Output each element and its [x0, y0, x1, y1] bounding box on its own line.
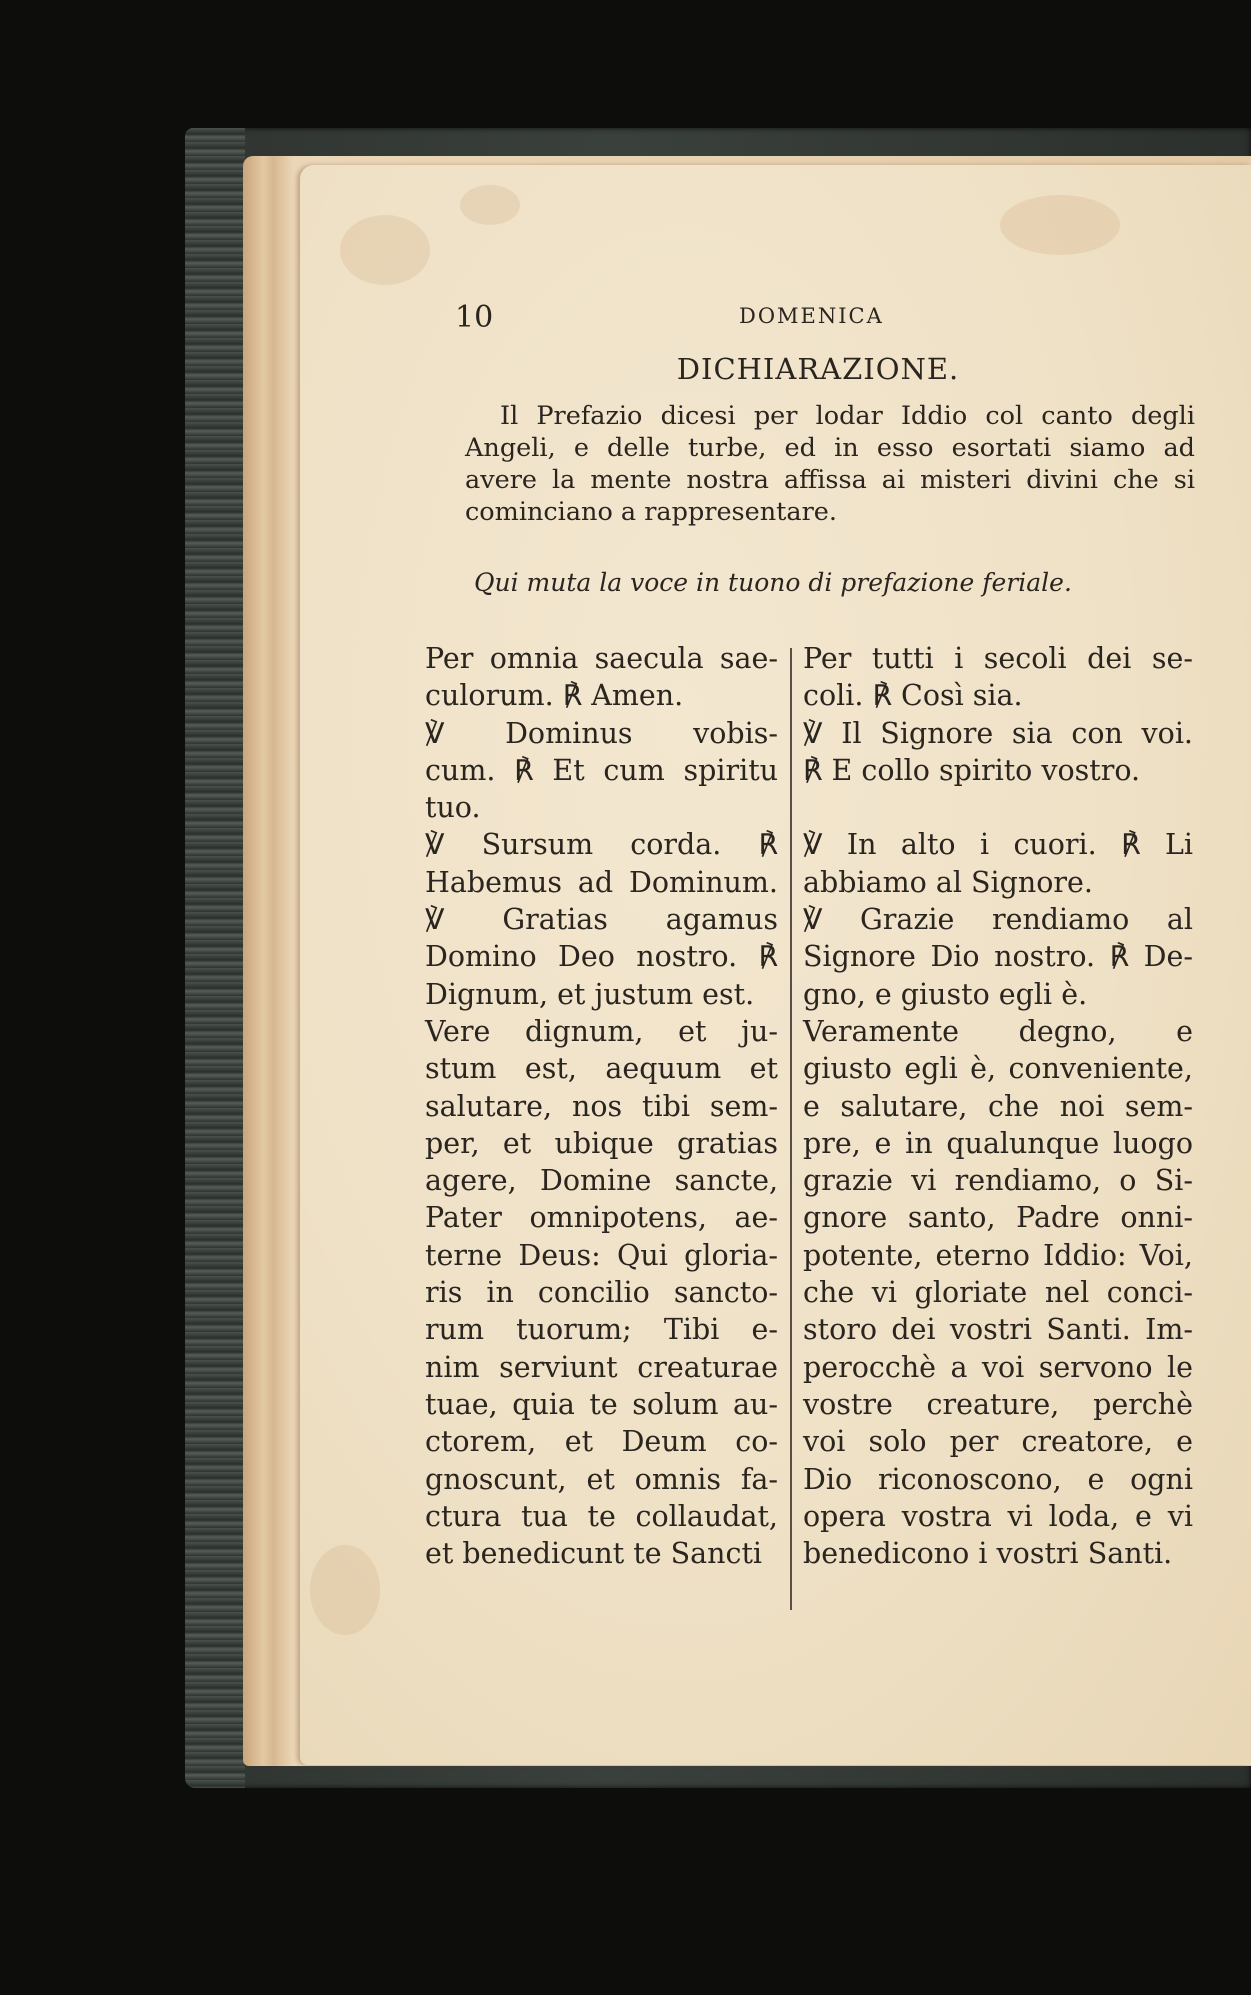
latin-column-line: salutare, nos tibi sem-	[425, 1089, 778, 1123]
italian-column-line: benedicono i vostri Santi.	[803, 1537, 1173, 1571]
italian-column-line: Dio riconoscono, e ogni	[803, 1462, 1193, 1496]
latin-column-line: Domino Deo nostro. ℟	[425, 940, 778, 974]
latin-column-line: ℣ Dominus vobis-	[425, 716, 778, 750]
latin-column-line: gnoscunt, et omnis fa-	[425, 1462, 778, 1496]
page-number: 10	[455, 300, 494, 335]
latin-column-line: Per omnia saecula sae-	[425, 642, 778, 675]
latin-column-line: terne Deus: Qui gloria-	[425, 1238, 778, 1272]
intro-line: Angeli, e delle turbe, ed in esso esortati siamo ad	[465, 433, 1195, 463]
column-divider	[790, 648, 792, 1610]
intro-line: avere la mente nostra affissa ai misteri divini che si	[465, 465, 1195, 495]
latin-column-line: per, et ubique gratias	[425, 1126, 778, 1160]
italian-column-line: voi solo per creatore, e	[803, 1425, 1193, 1459]
latin-column-line: Dignum, et justum est.	[425, 977, 755, 1011]
italian-column-line: e salutare, che noi sem-	[803, 1089, 1193, 1123]
section-title	[0, 352, 1251, 386]
italian-column-line: gno, e giusto egli è.	[803, 977, 1088, 1011]
italian-column-line: potente, eterno Iddio: Voi,	[803, 1238, 1193, 1272]
latin-column-line: Habemus ad Dominum.	[425, 865, 778, 899]
running-head: DOMENICA	[739, 304, 884, 328]
italian-column-line: Signore Dio nostro. ℟ De-	[803, 940, 1193, 974]
italian-column-line: ℣ In alto i cuori. ℟ Li	[803, 828, 1193, 862]
italian-column-line: vostre creature, perchè	[803, 1387, 1193, 1421]
intro-line: cominciano a rappresentare.	[465, 497, 837, 527]
italian-column	[803, 640, 1193, 1572]
latin-column-line: nim serviunt creaturae	[425, 1350, 778, 1384]
foxing-stain	[1000, 195, 1120, 255]
latin-column-line: culorum. ℟ Amen.	[425, 679, 684, 713]
italian-column-line: ℟ E collo spirito vostro.	[803, 753, 1141, 787]
italian-column-line: opera vostra vi loda, e vi	[803, 1499, 1193, 1533]
latin-column-line: tuae, quia te solum au-	[425, 1387, 778, 1421]
foxing-stain	[340, 215, 430, 285]
foxing-stain	[310, 1545, 380, 1635]
italian-column-line: pre, e in qualunque luogo	[803, 1126, 1193, 1160]
latin-column-line: Pater omnipotens, ae-	[425, 1201, 778, 1235]
latin-column-line: ris in concilio sancto-	[425, 1276, 778, 1310]
italian-column-line: abbiamo al Signore.	[803, 865, 1093, 899]
italian-column-line	[803, 789, 1193, 826]
italian-column-line: grazie vi rendiamo, o Si-	[803, 1164, 1193, 1198]
intro-line: Il Prefazio dicesi per lodar Iddio col canto degli	[500, 401, 1195, 431]
italian-column-line: perocchè a voi servono le	[803, 1350, 1193, 1384]
latin-column-line: ctorem, et Deum co-	[425, 1425, 778, 1459]
latin-column-line: ℣ Sursum corda. ℟	[425, 828, 778, 862]
latin-column-line: ℣ Gratias agamus	[425, 903, 778, 937]
section-title-text: DICHIARAZIONE.	[676, 352, 960, 386]
italian-column-line: ℣ Il Signore sia con voi.	[803, 716, 1193, 750]
latin-column-line: agere, Domine sancte,	[425, 1164, 778, 1198]
latin-column	[425, 640, 778, 1572]
italian-column-line: Per tutti i secoli dei se-	[803, 642, 1193, 675]
italian-column-line: coli. ℟ Così sia.	[803, 679, 1023, 713]
italian-column-line: gnore santo, Padre onni-	[803, 1201, 1193, 1235]
intro-paragraph	[465, 400, 1195, 528]
rubric: Qui muta la voce in tuono di prefazione feriale.	[474, 568, 1072, 597]
italian-column-line: giusto egli è, conveniente,	[803, 1052, 1193, 1086]
italian-column-line: ℣ Grazie rendiamo al	[803, 903, 1193, 937]
latin-column-line: ctura tua te collaudat,	[425, 1499, 778, 1533]
latin-column-line: stum est, aequum et	[425, 1052, 778, 1086]
latin-column-line: cum. ℟ Et cum spiritu	[425, 753, 778, 787]
italian-column-line: storo dei vostri Santi. Im-	[803, 1313, 1193, 1347]
foxing-stain	[460, 185, 520, 225]
latin-column-line: Vere dignum, et ju-	[425, 1014, 778, 1048]
latin-column-line: et benedicunt te Sancti	[425, 1537, 763, 1571]
latin-column-line: tuo.	[425, 791, 481, 825]
italian-column-line: Veramente degno, e	[803, 1014, 1193, 1048]
italian-column-line: che vi gloriate nel conci-	[803, 1276, 1193, 1310]
latin-column-line: rum tuorum; Tibi e-	[425, 1313, 778, 1347]
